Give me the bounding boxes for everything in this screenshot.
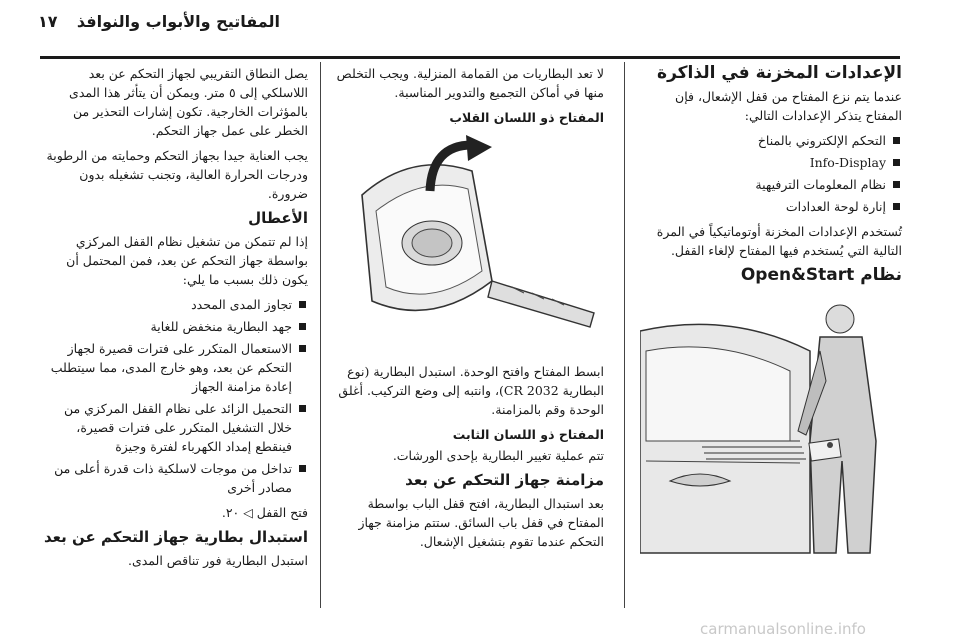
flip-key-figure xyxy=(334,131,604,354)
chapter-title: المفاتيح والأبواب والنوافذ xyxy=(76,12,280,31)
section-heading: المفتاح ذو اللسان القلاب xyxy=(449,110,604,125)
paragraph: فتح القفل ◁ ٢٠. xyxy=(221,505,308,520)
bullet-list xyxy=(636,131,902,216)
paragraph: لا تعد البطاريات من القمامة المنزلية. ويجب التخلص منها في أماكن التجميع والتدوير المناسبة. xyxy=(336,66,604,100)
paragraph: بعد استبدال البطارية، افتح قفل الباب بواسطة المفتاح في قفل باب السائق. ستتم مزامنة جهاز التحكم عندما تقوم بتشغيل الإشعال. xyxy=(358,496,604,549)
paragraph: تتم عملية تغيير البطارية بإحدى الورشات. xyxy=(392,448,604,463)
list-item: جهد البطارية منخفض للغاية xyxy=(40,317,308,336)
list-item: التحكم الإلكتروني بالمناخ xyxy=(636,131,902,150)
list-item: التحميل الزائد على نظام القفل المركزي من خلال التشغيل المتكرر على فترات قصيرة، فينقطع إمداد الكهرباء لفترة وجيزة xyxy=(40,399,308,456)
list-item: تجاوز المدى المحدد xyxy=(40,295,308,314)
page-header xyxy=(0,0,960,44)
section-heading: المفتاح ذو اللسان الثابت xyxy=(452,427,604,442)
list-item: تداخل من موجات لاسلكية ذات قدرة أعلى من مصادر أخرى xyxy=(40,459,308,497)
paragraph: يجب العناية جيدا بجهاز التحكم وحمايته من الرطوبة ودرجات الحرارة العالية، وتجنب تشغيله بدون ضرورة. xyxy=(46,148,308,201)
bullet-list xyxy=(40,295,308,497)
watermark-text: carmanualsonline.info xyxy=(700,620,866,638)
section-heading: الأعطال xyxy=(248,209,308,227)
man-with-car-illustration xyxy=(640,291,902,563)
key-battery-illustration xyxy=(342,131,604,349)
list-item: إنارة لوحة العدادات xyxy=(636,197,902,216)
paragraph: استبدل البطارية فور تناقص المدى. xyxy=(127,553,308,568)
paragraph: ابسط المفتاح وافتح الوحدة. استبدل البطارية (نوع البطارية CR 2032)، وانتبه إلى وضع التركيب. أغلق الوحدة وقم بالمزامنة. xyxy=(338,364,604,417)
paragraph: تُستخدم الإعدادات المخزنة أوتوماتيكياً في المرة التالية التي يُستخدم فيها المفتاح لإلغاء القفل. xyxy=(656,224,902,258)
column-divider-left xyxy=(320,62,321,608)
open-start-figure xyxy=(636,291,902,568)
paragraph: يصل النطاق التقريبي لجهاز التحكم عن بعد اللاسلكي إلى ٥ متر. ويمكن أن يتأثر هذا المدى بالمؤثرات الخارجية. تكون إشارات التحذير من الخطر على عمل جهاز التحكم. xyxy=(69,66,308,138)
list-item: الاستعمال المتكرر على فترات قصيرة لجهاز التحكم عن بعد، وهو خارج المدى، مما سيتطلب إعادة مزامنة الجهاز xyxy=(40,339,308,396)
column-battery-replacement xyxy=(334,64,604,557)
list-item: نظام المعلومات الترفيهية xyxy=(636,175,902,194)
list-item: Info-Display xyxy=(636,153,902,172)
header-rule xyxy=(40,56,900,59)
paragraph: عندما يتم نزع المفتاح من قفل الإشعال، فإن المفتاح يتذكر الإعدادات التالي: xyxy=(675,89,902,123)
section-heading: الإعدادات المخزنة في الذاكرة xyxy=(657,63,902,83)
section-heading: استبدال بطارية جهاز التحكم عن بعد xyxy=(44,528,308,546)
column-divider-right xyxy=(624,62,625,608)
section-heading: مزامنة جهاز التحكم عن بعد xyxy=(405,471,604,489)
page-number: ١٧ xyxy=(38,12,58,31)
paragraph: إذا لم تتمكن من تشغيل نظام القفل المركزي بواسطة جهاز التحكم عن بعد، فمن المحتمل أن يكون ذلك بسبب ما يلي: xyxy=(66,234,308,287)
section-heading: نظام Open&Start xyxy=(740,265,902,285)
column-range-and-faults xyxy=(40,64,308,576)
column-memorised-settings xyxy=(636,64,902,576)
